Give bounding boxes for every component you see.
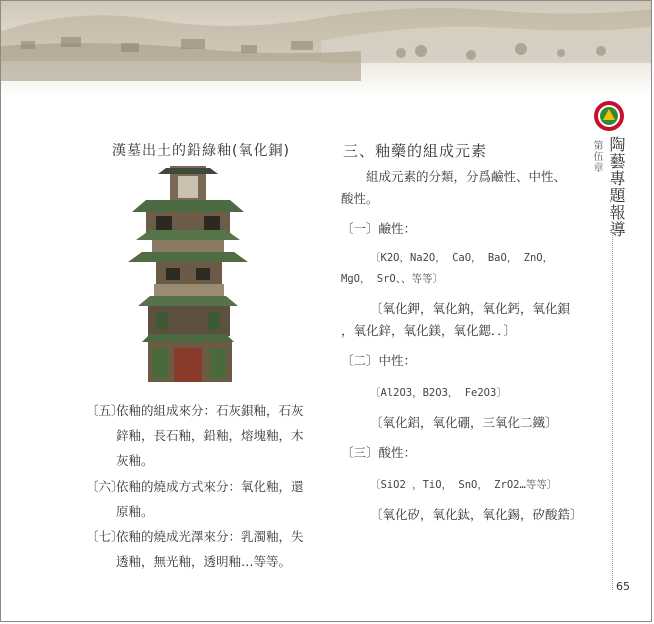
basic-names: 〔氧化鉀，氧化鈉，氧化鈣，氧化鋇	[370, 301, 571, 316]
list-item	[86, 474, 316, 519]
page-number: 65	[616, 580, 630, 593]
header-photo-banner	[1, 1, 651, 96]
item-text: 依釉的燒成光澤來分：乳濁釉，失	[116, 529, 304, 544]
figure-caption: 漢墓出土的鉛綠釉(氧化銅)	[112, 143, 290, 159]
intro-text: 組成元素的分類，分爲鹼性、中性、	[366, 169, 567, 184]
list-item	[86, 398, 316, 468]
neutral-names: 〔氧化鋁，氧化硼，三氧化二鐵〕	[370, 415, 558, 430]
list-item	[86, 524, 316, 569]
item-label: 〔七〕	[86, 529, 124, 544]
item-text: 灰釉。	[116, 453, 154, 468]
basic-formula: MgO， SrO、、等等〕	[341, 273, 444, 285]
acid-formula: 〔SiO2 ，TiO， SnO， ZrO2…等等〕	[370, 479, 558, 491]
acid-label: 〔三〕酸性：	[341, 445, 417, 460]
emblem-icon	[593, 100, 625, 132]
item-text: 透釉，無光釉，透明釉…等等。	[116, 554, 292, 569]
basic-names: ，氧化鋅，氧化鎂，氧化鍶．．〕	[341, 323, 517, 338]
item-text: 鋅釉，長石釉，鉛釉，熔塊釉，木	[116, 428, 304, 443]
divider	[612, 232, 613, 590]
neutral-formula: 〔Al2O3，B2O3， Fe2O3〕	[370, 387, 507, 399]
column-title: 陶藝專題報導	[607, 136, 626, 238]
pottery-tower-photo	[126, 166, 250, 382]
section-heading: 三、釉藥的組成元素	[343, 142, 488, 160]
item-label: 〔六〕	[86, 479, 124, 494]
basic-formula: 〔K2O，Na2O， CaO， BaO， ZnO，	[370, 252, 554, 264]
intro-text: 酸性。	[341, 191, 379, 206]
coastal-landscape-image	[1, 1, 651, 96]
item-label: 〔五〕	[86, 403, 124, 418]
neutral-label: 〔二〕中性：	[341, 353, 417, 368]
item-text: 原釉。	[116, 504, 154, 519]
chapter-label: 第伍章	[591, 140, 602, 173]
basic-label: 〔一〕鹼性：	[341, 221, 417, 236]
acid-names: 〔氧化矽，氧化鈦，氧化錫，矽酸鋯〕	[370, 507, 583, 522]
item-text: 依釉的燒成方式來分：氧化釉，還	[116, 479, 304, 494]
item-text: 依釉的組成來分：石灰鋇釉，石灰	[116, 403, 304, 418]
